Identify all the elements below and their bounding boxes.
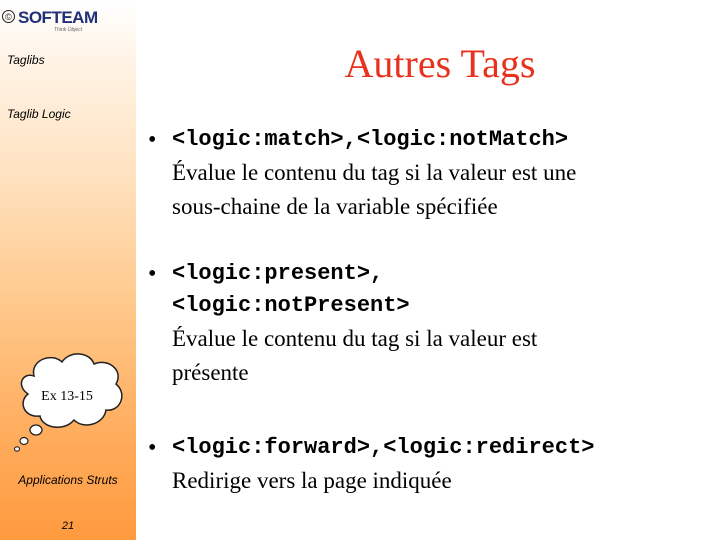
logo-tagline: Think Object <box>54 27 83 33</box>
sidebar <box>0 0 136 540</box>
code-tag-line: <logic:present>, <box>172 261 384 286</box>
code-tag-line: <logic:forward>,<logic:redirect> <box>172 435 595 460</box>
slide-title: Autres Tags <box>344 41 536 86</box>
description-line: Évalue le contenu du tag si la valeur est une <box>172 160 577 185</box>
bullet-item <box>148 124 716 224</box>
sidebar-subsection-label: Taglib Logic <box>7 107 71 121</box>
description-line: Évalue le contenu du tag si la valeur est <box>172 326 538 351</box>
thought-bubble-dot-medium <box>20 438 28 445</box>
bullet-marker: • <box>148 127 157 153</box>
description-line: sous-chaine de la variable spécifiée <box>172 194 498 219</box>
logo-text: SOFTEAM <box>18 8 98 27</box>
sidebar-section-label: Taglibs <box>7 53 45 67</box>
course-footer: Applications Struts <box>18 473 118 487</box>
code-tag-line: <logic:match>,<logic:notMatch> <box>172 127 569 152</box>
softeam-logo <box>2 8 98 38</box>
exercise-label: Ex 13-15 <box>41 389 93 404</box>
bullet-item <box>148 432 716 498</box>
copyright-icon: © <box>2 10 15 23</box>
code-tag-line: <logic:notPresent> <box>172 293 410 318</box>
description-line: présente <box>172 360 249 385</box>
bullet-marker: • <box>148 261 157 287</box>
thought-bubble-dot-small <box>15 447 20 451</box>
description-line: Redirige vers la page indiquée <box>172 468 452 493</box>
thought-bubble-dot-large <box>30 425 42 435</box>
bullet-marker: • <box>148 435 157 461</box>
page-number: 21 <box>61 520 75 532</box>
bullet-item <box>148 258 716 390</box>
